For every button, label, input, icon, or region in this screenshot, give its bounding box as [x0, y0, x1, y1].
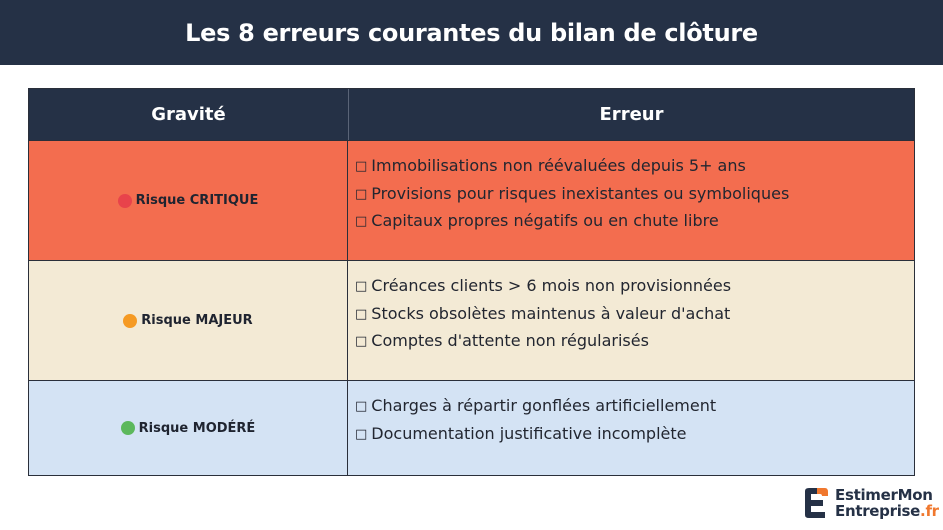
header-severity: Gravité [29, 89, 349, 140]
error-text: Provisions pour risques inexistantes ou symboliques [371, 183, 790, 203]
error-text: Créances clients > 6 mois non provisionnées [371, 276, 732, 295]
logo-suffix: .fr [920, 502, 939, 520]
list-item [355, 273, 914, 301]
list-item [355, 393, 914, 421]
table-row-major [29, 260, 914, 380]
error-list [348, 381, 914, 475]
checkbox-icon: □ [355, 186, 368, 202]
checkbox-icon: □ [355, 334, 368, 349]
checkbox-icon: □ [355, 399, 368, 414]
severity-cell [29, 261, 348, 380]
list-item [355, 301, 914, 329]
logo-line1: EstimerMon [835, 486, 933, 504]
brand-logo[interactable] [803, 485, 943, 521]
table-row-critical [29, 140, 914, 260]
error-text: Documentation justificative incomplète [371, 423, 687, 443]
severity-label: Risque MODÉRÉ [138, 420, 256, 436]
checkbox-icon: □ [355, 159, 368, 174]
error-text: Immobilisations non réévaluées depuis 5+ ans [371, 156, 746, 175]
severity-cell [29, 141, 348, 260]
error-list [348, 141, 914, 260]
table-header [29, 89, 914, 140]
logo-line2 [835, 503, 939, 519]
error-text: Capitaux propres négatifs ou en chute libre [371, 211, 719, 230]
logo-mark-icon [803, 487, 829, 519]
list-item [355, 181, 914, 209]
error-list [348, 261, 914, 380]
errors-table [28, 88, 915, 476]
checkbox-icon: □ [355, 279, 368, 294]
checkbox-icon: □ [355, 426, 368, 442]
checkbox-icon: □ [355, 306, 368, 322]
severity-cell [29, 381, 348, 475]
error-text: Comptes d'attente non régularisés [371, 331, 649, 350]
logo-text [835, 487, 939, 519]
severity-label: Risque CRITIQUE [135, 193, 259, 208]
error-text: Stocks obsolètes maintenus à valeur d'achat [371, 303, 731, 323]
severity-dot-icon [121, 421, 135, 435]
severity-dot-icon [123, 314, 137, 328]
header-error: Erreur [599, 104, 664, 125]
severity-label: Risque MAJEUR [141, 313, 253, 328]
page-title: Les 8 erreurs courantes du bilan de clôture [185, 18, 758, 47]
list-item [355, 153, 914, 181]
severity-dot-icon [118, 194, 132, 208]
table-row-moderate [29, 380, 914, 475]
title-banner [0, 0, 943, 65]
checkbox-icon: □ [355, 214, 368, 229]
list-item [355, 421, 914, 449]
logo-word: Entreprise [835, 502, 921, 520]
error-text: Charges à répartir gonflées artificiellement [371, 396, 717, 415]
list-item [355, 328, 914, 356]
list-item [355, 208, 914, 236]
